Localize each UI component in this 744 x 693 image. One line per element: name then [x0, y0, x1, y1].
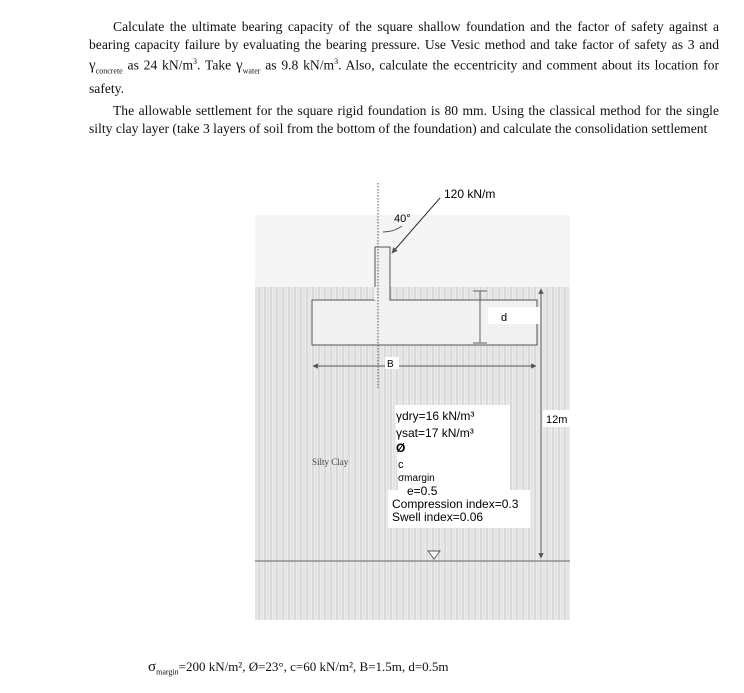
compression-index-label: Compression index=0.3 — [392, 497, 519, 511]
angle-label: 40° — [394, 213, 411, 225]
problem-paragraph-1: Calculate the ultimate bearing capacity of the square shallow foundation and the factor of safety against a bearing capacity failure by evaluating the bearing pressure. Use Vesic method and take factor of safety as 3 and $\gamma_{concrete}$ as 24 $kN/m^3$. Take $\gamma_{water}$ as 9.8 $kN/m^3$. Also, calculate the eccentricity and comment about its location for safety. — [89, 19, 720, 97]
given-values: $\sigma_{margin}=200$ kN/m², Ø=23°, c=60 kN/m², B=1.5m, d=0.5m — [148, 659, 449, 677]
gamma-dry-label: γdry=16 kN/m³ — [396, 409, 475, 423]
load-label: 120 kN/m — [444, 187, 496, 201]
c-label: c — [398, 459, 404, 471]
surface-band — [255, 215, 570, 287]
void-ratio-label: e=0.5 — [407, 484, 438, 498]
gamma-sat-label: γsat=17 kN/m³ — [396, 426, 474, 440]
phi-label: Ø — [396, 441, 406, 455]
problem-paragraph-2: The allowable settlement for the square rigid foundation is 80 mm. Using the classical method for the single silty clay layer (take 3 layers of soil from the bottom of the foundation) and calculate the consolidation settlement — [89, 103, 719, 136]
swell-index-label: Swell index=0.06 — [392, 510, 484, 524]
sigma-label: σmargin — [398, 473, 435, 484]
depth-label: d — [501, 312, 508, 324]
width-label: B — [387, 359, 394, 370]
soil-name-label: Silty Clay — [312, 457, 349, 467]
thickness-label: 12m — [546, 414, 568, 426]
